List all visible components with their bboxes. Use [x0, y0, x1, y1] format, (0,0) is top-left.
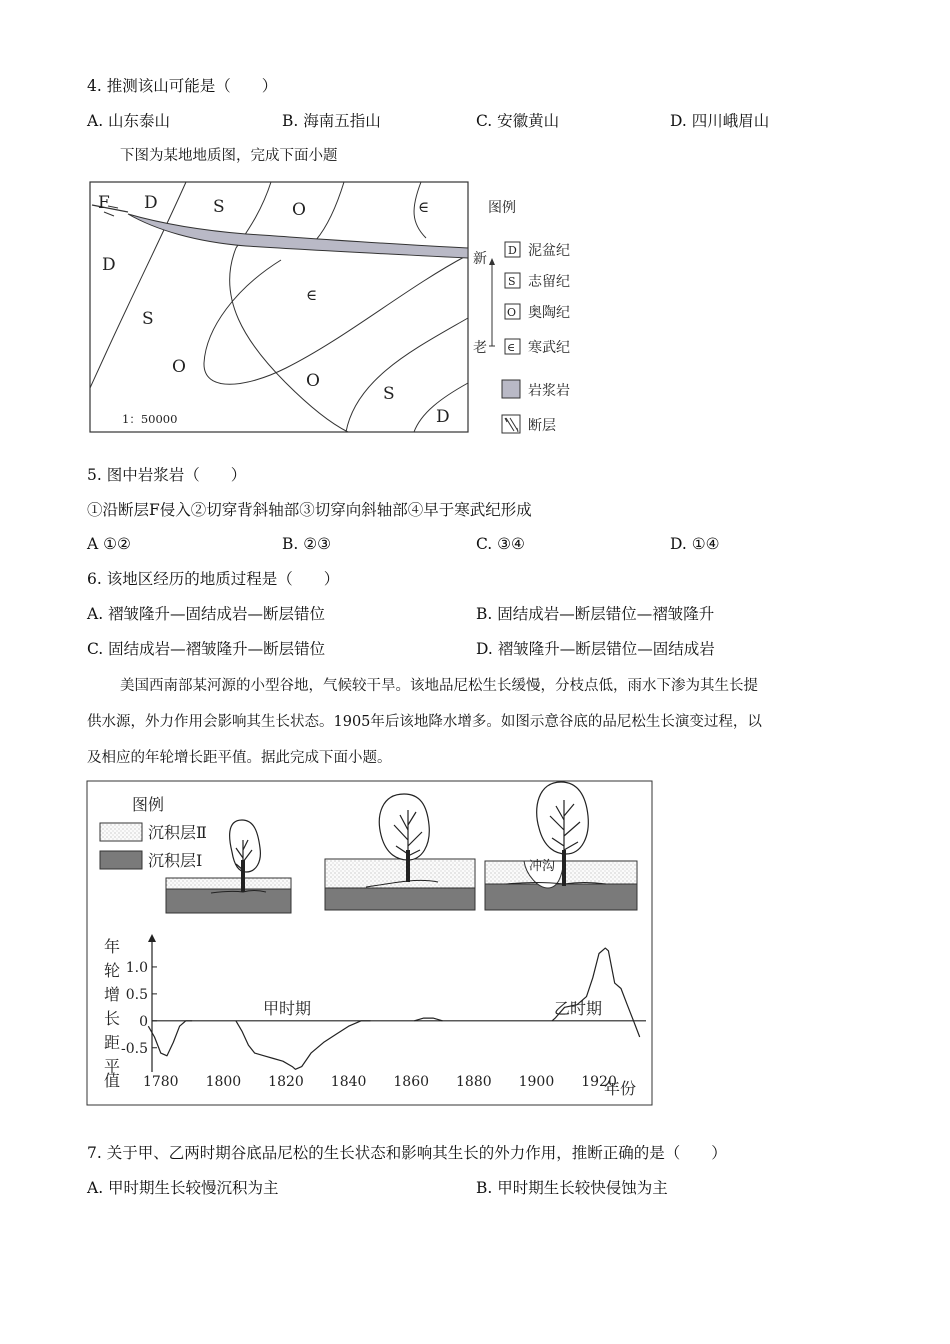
gully-label: 冲沟	[529, 859, 556, 874]
fig2-legend-title: 图例	[132, 795, 165, 814]
map-label-o: O	[172, 357, 186, 377]
x-tick-label: 1860	[393, 1074, 430, 1090]
ylabel-char: 年	[104, 937, 121, 956]
legend-ordovician: 奥陶纪	[528, 305, 570, 321]
ylabel-char: 值	[104, 1071, 121, 1090]
q5-option-a: A ①②	[87, 535, 131, 553]
map-scale: 1：50000	[122, 412, 178, 426]
legend-young: 新	[473, 251, 487, 267]
legend-layer1-swatch	[100, 851, 142, 869]
map-label-cambrian: ∈	[418, 198, 430, 216]
map-label-d: D	[102, 255, 116, 275]
intro2-line3: 及相应的年轮增长距平值。据此完成下面小题。	[87, 750, 392, 766]
q4-option-d: D. 四川峨眉山	[670, 112, 770, 130]
q5-option-d: D. ①④	[670, 535, 720, 553]
ylabel-char: 距	[104, 1033, 121, 1052]
legend-layer1: 沉积层Ⅰ	[148, 851, 203, 870]
legend-sym-o: O	[507, 306, 517, 319]
period-a-label: 甲时期	[263, 999, 312, 1018]
x-tick-label: 1880	[456, 1074, 492, 1090]
period-b-label: 乙时期	[554, 999, 603, 1018]
q6-option-c: C. 固结成岩—褶皱隆升—断层错位	[87, 640, 326, 658]
y-tick-label: 0	[139, 1013, 148, 1030]
q7-option-a: A. 甲时期生长较慢沉积为主	[87, 1179, 279, 1197]
q6-option-b: B. 固结成岩—断层错位—褶皱隆升	[476, 605, 715, 623]
x-tick-label: 1780	[142, 1074, 179, 1090]
pine-growth-figure	[86, 780, 654, 1108]
legend-cambrian: 寒武纪	[528, 340, 570, 356]
map-label-o: O	[292, 200, 306, 220]
x-tick-label: 1800	[205, 1074, 242, 1090]
map-legend-title: 图例	[488, 200, 516, 216]
q7-option-b: B. 甲时期生长较快侵蚀为主	[476, 1179, 668, 1197]
legend-magma-swatch	[502, 380, 520, 398]
q4-stem: 4. 推测该山可能是（ ）	[87, 77, 278, 95]
legend-old: 老	[473, 340, 487, 356]
q6-option-a: A. 褶皱隆升—固结成岩—断层错位	[87, 605, 326, 623]
ylabel-char: 平	[104, 1057, 121, 1076]
map-label-f: F	[98, 193, 110, 213]
map-label-s: S	[213, 197, 225, 217]
x-axis-label: 年份	[604, 1079, 637, 1098]
q6-stem: 6. 该地区经历的地质过程是（ ）	[87, 570, 340, 588]
map-label-s: S	[383, 384, 395, 404]
legend-layer2-swatch	[100, 823, 142, 841]
q5-statements: ①沿断层F侵入②切穿背斜轴部③切穿向斜轴部④早于寒武纪形成	[87, 501, 532, 519]
x-tick-label: 1820	[268, 1074, 304, 1090]
x-tick-label: 1900	[518, 1074, 555, 1090]
map-label-d: D	[436, 407, 450, 427]
intro2-line1: 美国西南部某河源的小型谷地，气候较干旱。该地品尼松生长缓慢，分枝点低，雨水下渗为其生长提	[120, 678, 758, 694]
q5-stem: 5. 图中岩浆岩（ ）	[87, 466, 247, 484]
q6-option-d: D. 褶皱隆升—断层错位—固结成岩	[476, 640, 715, 658]
intro-geomap: 下图为某地地质图，完成下面小题	[120, 148, 338, 164]
map-label-d: D	[144, 193, 158, 213]
x-tick-label: 1840	[330, 1074, 367, 1090]
y-tick-label: 1.0	[125, 959, 148, 976]
geological-map	[86, 178, 596, 440]
ylabel-char: 长	[104, 1009, 121, 1028]
legend-devonian: 泥盆纪	[528, 243, 570, 259]
q4-option-c: C. 安徽黄山	[476, 112, 560, 130]
legend-sym-cambrian: ∈	[507, 341, 516, 354]
q5-option-c: C. ③④	[476, 535, 525, 553]
intro2-line2: 供水源，外力作用会影响其生长状态。1905年后该地降水增多。如图示意谷底的品尼松生长演变过程，以	[87, 714, 762, 730]
y-tick-label: 0.5	[125, 986, 148, 1003]
ylabel-char: 增	[104, 985, 121, 1004]
map-label-s: S	[142, 309, 154, 329]
legend-silurian: 志留纪	[528, 274, 570, 290]
legend-layer2: 沉积层Ⅱ	[148, 823, 207, 842]
q4-option-b: B. 海南五指山	[282, 112, 381, 130]
legend-magma: 岩浆岩	[528, 383, 570, 399]
q7-stem: 7. 关于甲、乙两时期谷底品尼松的生长状态和影响其生长的外力作用，推断正确的是（ ）	[87, 1144, 727, 1162]
q5-option-b: B. ②③	[282, 535, 332, 553]
ylabel-char: 轮	[104, 961, 121, 980]
q4-option-a: A. 山东泰山	[87, 112, 171, 130]
legend-sym-s: S	[508, 275, 516, 288]
x-tick-label: 1920	[581, 1074, 617, 1090]
map-label-o: O	[306, 371, 320, 391]
legend-fault: 断层	[528, 418, 556, 434]
legend-sym-d: D	[508, 244, 517, 257]
y-tick-label: -0.5	[121, 1040, 148, 1057]
arrow-up-icon	[489, 258, 495, 265]
map-label-cambrian: ∈	[306, 286, 318, 304]
